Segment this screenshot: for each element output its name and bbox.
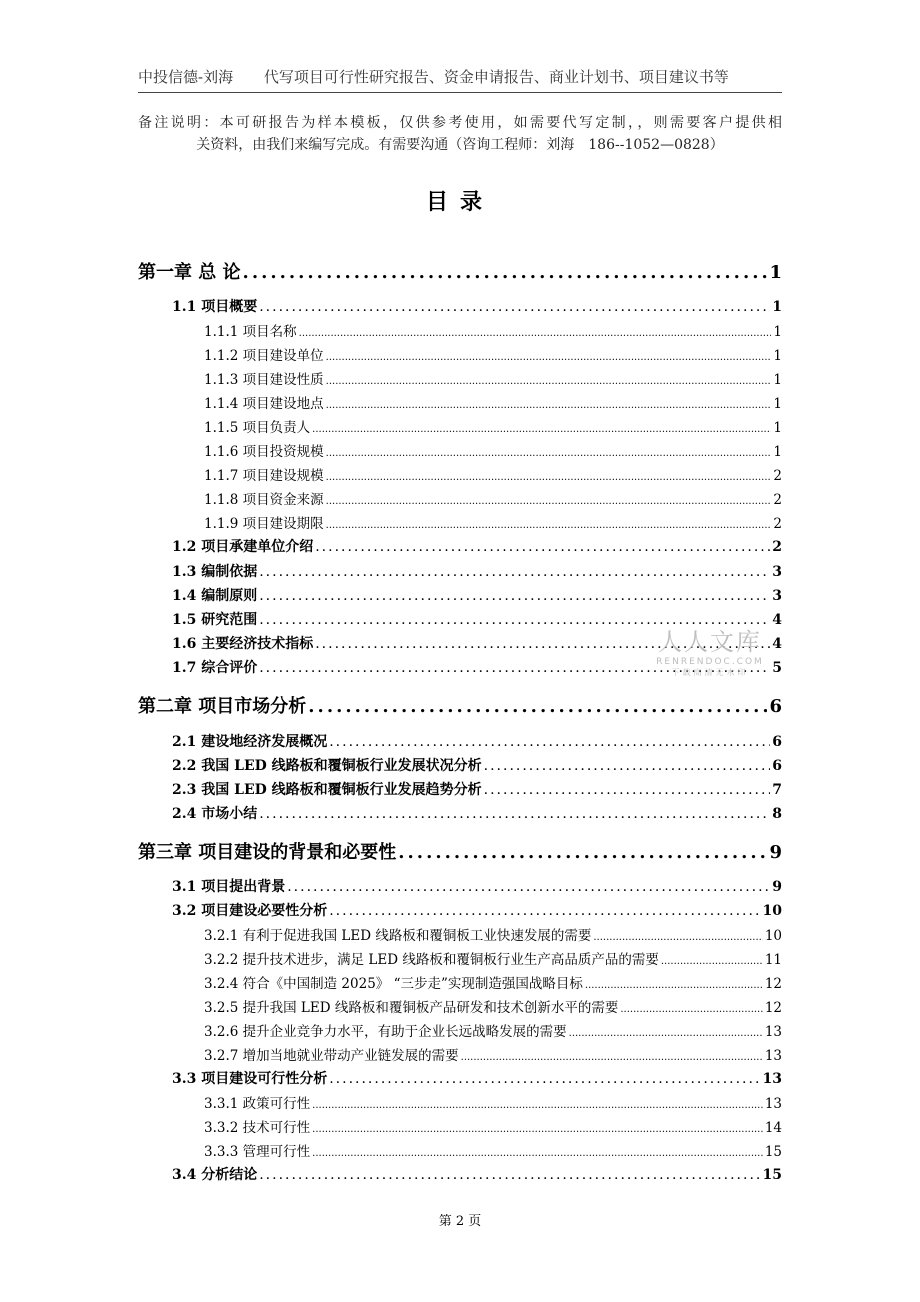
- toc-section-2-1[interactable]: [172, 731, 782, 751]
- toc-leader: [299, 328, 772, 339]
- toc-leader: [326, 376, 772, 387]
- toc-section-3-4[interactable]: [172, 1164, 782, 1184]
- toc-sub-3-3-3[interactable]: [204, 1140, 782, 1160]
- toc-leader: [661, 956, 763, 967]
- toc-label: 1.1.4 项目建设地点: [204, 396, 324, 412]
- toc-page: 1: [773, 348, 782, 364]
- toc-page: 7: [772, 782, 782, 798]
- toc-leader: [484, 782, 771, 798]
- watermark-name: 人人文库: [658, 628, 762, 656]
- toc-section-1-4[interactable]: [172, 585, 782, 605]
- toc-sub-1-1-6[interactable]: [204, 440, 782, 460]
- toc-page: 15: [764, 1144, 782, 1160]
- toc-label: 1.2 项目承建单位介绍: [172, 539, 314, 555]
- toc-section-2-3[interactable]: [172, 779, 782, 799]
- toc-page: 2: [773, 468, 782, 484]
- toc-section-3-3[interactable]: [172, 1068, 782, 1088]
- toc-sub-1-1-9[interactable]: [204, 512, 782, 532]
- toc-label: 2.3 我国 LED 线路板和覆铜板行业发展趋势分析: [172, 782, 482, 798]
- toc-leader: [326, 400, 772, 411]
- toc-page: 2: [773, 492, 782, 508]
- toc-label: 1.4 编制原则: [172, 588, 258, 604]
- toc-page: 10: [764, 928, 782, 944]
- toc-page: 5: [772, 660, 782, 676]
- toc-label: 1.1.3 项目建设性质: [204, 372, 324, 388]
- toc-leader: [259, 1167, 760, 1183]
- toc-label: 2.1 建设地经济发展概况: [172, 734, 328, 750]
- toc-sub-1-1-1[interactable]: [204, 320, 782, 340]
- toc-leader: [326, 496, 772, 507]
- toc-page: 3: [772, 564, 782, 580]
- toc-label: 1.1.6 项目投资规模: [204, 444, 324, 460]
- toc-page: 13: [764, 1024, 782, 1040]
- toc-leader: [326, 472, 772, 483]
- toc-page: 8: [772, 806, 782, 822]
- toc-leader: [315, 539, 770, 555]
- toc-sub-3-2-1[interactable]: [204, 924, 782, 944]
- remark-note: [138, 112, 782, 156]
- toc-leader: [312, 1124, 763, 1135]
- toc-sub-3-2-6[interactable]: [204, 1020, 782, 1040]
- header-org: 中投信德-刘海: [138, 68, 234, 86]
- toc-page: 6: [772, 734, 782, 750]
- toc-page: 13: [764, 1096, 782, 1112]
- toc-leader: [329, 1071, 760, 1087]
- toc-label: 3.3 项目建设可行性分析: [172, 1071, 328, 1087]
- toc-label: 3.2 项目建设必要性分析: [172, 903, 328, 919]
- toc-page: 3: [772, 588, 782, 604]
- toc-leader: [461, 1052, 763, 1063]
- toc-page: 9: [769, 842, 782, 863]
- toc-page: 10: [762, 903, 782, 919]
- toc-chapter-2[interactable]: [138, 692, 782, 718]
- toc-chapter-1[interactable]: [138, 258, 782, 284]
- toc-leader: [326, 448, 772, 459]
- toc-page: 1: [773, 444, 782, 460]
- toc-leader: [259, 806, 770, 822]
- toc-label: 3.3.2 技术可行性: [204, 1120, 311, 1136]
- toc-label: 1.1.5 项目负责人: [204, 420, 311, 436]
- toc-label: 1.5 研究范围: [172, 612, 258, 628]
- toc-sub-3-2-2[interactable]: [204, 948, 782, 968]
- toc-page: 1: [773, 324, 782, 340]
- toc-label: 3.2.4 符合《中国制造 2025》 “三步走”实现制造强国战略目标: [204, 976, 583, 992]
- toc-page: 13: [764, 1048, 782, 1064]
- toc-page: 1: [772, 299, 782, 315]
- toc-page: 1: [773, 420, 782, 436]
- toc-section-2-2[interactable]: [172, 755, 782, 775]
- toc-leader: [259, 564, 770, 580]
- toc-page: 14: [764, 1120, 782, 1136]
- toc-label: 3.2.7 增加当地就业带动产业链发展的需要: [204, 1048, 459, 1064]
- toc-page: 11: [764, 952, 782, 968]
- toc-sub-1-1-8[interactable]: [204, 488, 782, 508]
- watermark-domain: RENRENDOC.COM: [656, 657, 764, 667]
- toc-section-3-2[interactable]: [172, 900, 782, 920]
- remark-line-1: 备注说明：本可研报告为样本模板，仅供参考使用，如需要代写定制，，则需要客户提供相: [138, 115, 782, 131]
- toc-label: 第三章 项目建设的背景和必要性: [138, 842, 397, 863]
- toc-label: 1.3 编制依据: [172, 564, 258, 580]
- toc-label: 3.2.1 有利于促进我国 LED 线路板和覆铜板工业快速发展的需要: [204, 928, 592, 944]
- toc-page: 6: [769, 696, 782, 717]
- toc-label: 1.1.9 项目建设期限: [204, 516, 324, 532]
- toc-page: 9: [772, 879, 782, 895]
- toc-page: 1: [769, 262, 782, 283]
- toc-label: 1.1 项目概要: [172, 299, 258, 315]
- toc-label: 3.2.5 提升我国 LED 线路板和覆铜板产品研发和技术创新水平的需要: [204, 1000, 619, 1016]
- toc-label: 2.2 我国 LED 线路板和覆铜板行业发展状况分析: [172, 758, 482, 774]
- toc-section-1-3[interactable]: [172, 561, 782, 581]
- toc-leader: [312, 424, 771, 435]
- toc-leader: [312, 1100, 763, 1111]
- toc-sub-3-2-4[interactable]: [204, 972, 782, 992]
- toc-label: 3.3.3 管理可行性: [204, 1144, 311, 1160]
- toc-section-1-1[interactable]: [172, 296, 782, 316]
- toc-leader: [585, 980, 763, 991]
- toc-sub-1-1-7[interactable]: [204, 464, 782, 484]
- toc-leader: [329, 903, 760, 919]
- toc-leader: [593, 932, 762, 943]
- toc-page: 13: [762, 1071, 782, 1087]
- toc-page: 12: [764, 976, 782, 992]
- toc-page: 6: [772, 758, 782, 774]
- toc-page: 4: [772, 636, 782, 652]
- toc-sub-1-1-5[interactable]: [204, 416, 782, 436]
- toc-chapter-3[interactable]: [138, 838, 782, 864]
- toc-label: 第一章 总 论: [138, 262, 241, 283]
- toc-leader: [308, 696, 767, 717]
- toc-label: 3.3.1 政策可行性: [204, 1096, 311, 1112]
- toc-sub-1-1-4[interactable]: [204, 392, 782, 412]
- toc-leader: [259, 588, 770, 604]
- page-number: 第 2 页: [438, 1214, 482, 1229]
- toc-leader: [243, 262, 768, 283]
- remark-line-2: 关资料，由我们来编写完成。有需要沟通（咨询工程师：刘海 186--1052—0828）: [196, 137, 724, 153]
- running-header: [138, 66, 782, 93]
- toc-sub-3-2-5[interactable]: [204, 996, 782, 1016]
- toc-label: 1.6 主要经济技术指标: [172, 636, 314, 652]
- toc-label: 3.1 项目提出背景: [172, 879, 286, 895]
- toc-label: 1.1.8 项目资金来源: [204, 492, 324, 508]
- toc-label: 1.7 综合评价: [172, 660, 258, 676]
- toc-label: 3.4 分析结论: [172, 1167, 258, 1183]
- toc-page: 2: [772, 539, 782, 555]
- toc-sub-1-1-3[interactable]: [204, 368, 782, 388]
- toc-leader: [329, 734, 770, 750]
- toc-label: 3.2.6 提升企业竞争力水平，有助于企业长远战略发展的需要: [204, 1024, 567, 1040]
- toc-leader: [326, 520, 772, 531]
- toc-leader: [259, 299, 770, 315]
- toc-sub-3-3-1[interactable]: [204, 1092, 782, 1112]
- toc-page: 15: [762, 1167, 782, 1183]
- watermark-tagline: 下载高清无水印: [671, 668, 749, 677]
- watermark: [648, 622, 772, 678]
- toc-label: 第二章 项目市场分析: [138, 696, 307, 717]
- toc-label: 1.1.1 项目名称: [204, 324, 297, 340]
- toc-page: 12: [764, 1000, 782, 1016]
- toc-section-3-1[interactable]: [172, 876, 782, 896]
- toc-leader: [312, 1148, 763, 1159]
- toc-label: 3.2.2 提升技术进步，满足 LED 线路板和覆铜板行业生产高品质产品的需要: [204, 952, 659, 968]
- toc-sub-3-2-7[interactable]: [204, 1044, 782, 1064]
- toc-leader: [620, 1004, 762, 1015]
- toc-label: 1.1.7 项目建设规模: [204, 468, 324, 484]
- toc-label: 1.1.2 项目建设单位: [204, 348, 324, 364]
- toc-title: 目录: [425, 189, 494, 215]
- toc-sub-1-1-2[interactable]: [204, 344, 782, 364]
- toc-leader: [484, 758, 771, 774]
- toc-sub-3-3-2[interactable]: [204, 1116, 782, 1136]
- toc-leader: [326, 352, 772, 363]
- toc-page: 1: [773, 372, 782, 388]
- toc-leader: [569, 1028, 763, 1039]
- toc-label: 2.4 市场小结: [172, 806, 258, 822]
- toc-page: 1: [773, 396, 782, 412]
- toc-page: 4: [772, 612, 782, 628]
- toc-page: 2: [773, 516, 782, 532]
- header-services: 代写项目可行性研究报告、资金申请报告、商业计划书、项目建议书等: [263, 68, 729, 86]
- toc-section-2-4[interactable]: [172, 803, 782, 823]
- toc-leader: [287, 879, 770, 895]
- toc-section-1-2[interactable]: [172, 536, 782, 556]
- toc-leader: [398, 842, 767, 863]
